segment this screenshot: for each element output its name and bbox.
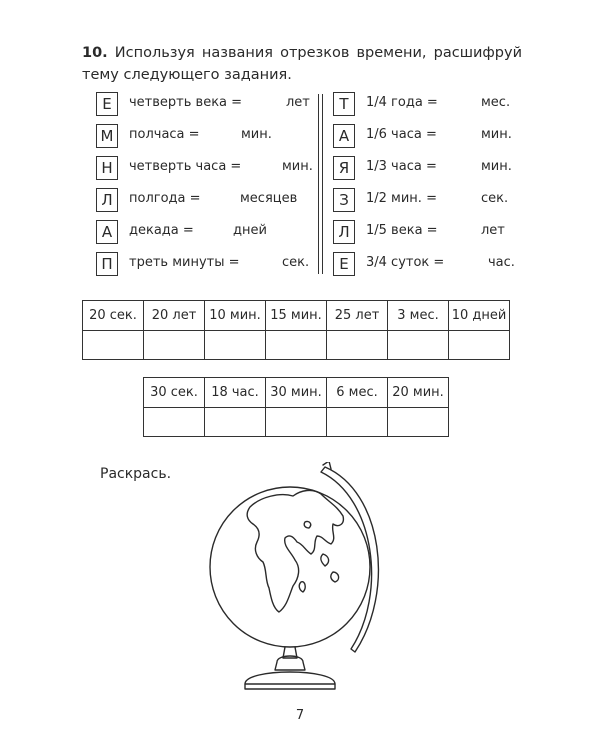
answer-cell[interactable]	[205, 331, 266, 360]
table-cell: 3 мес.	[388, 301, 449, 331]
letter-box: П	[96, 252, 118, 276]
time-expression: полчаса =	[129, 127, 200, 142]
letter-box: Т	[333, 92, 355, 116]
page-number: 7	[295, 708, 305, 723]
column-divider	[322, 94, 323, 274]
table-cell: 20 сек.	[83, 301, 144, 331]
time-expression: четверть часа =	[129, 159, 242, 174]
time-expression: декада =	[129, 223, 194, 238]
answer-cell[interactable]	[266, 408, 327, 437]
time-unit: мин.	[481, 159, 512, 174]
answer-row	[83, 331, 510, 360]
time-unit: дней	[233, 223, 267, 238]
table-cell: 30 сек.	[144, 378, 205, 408]
task-text	[82, 42, 522, 86]
task-line-1-text: Используя названия отрезков времени, расшифруй	[114, 45, 522, 61]
time-expression: 1/4 года =	[366, 95, 438, 110]
time-expression: 1/5 века =	[366, 223, 438, 238]
answer-cell[interactable]	[449, 331, 510, 360]
table-cell: 25 лет	[327, 301, 388, 331]
table-cell: 30 мин.	[266, 378, 327, 408]
time-unit: сек.	[481, 191, 509, 206]
answer-row	[144, 408, 449, 437]
letter-box: Н	[96, 156, 118, 180]
time-expression: 3/4 суток =	[366, 255, 445, 270]
letter-box: З	[333, 188, 355, 212]
globe-illustration	[205, 462, 395, 697]
time-expression: 1/6 часа =	[366, 127, 437, 142]
time-unit: лет	[286, 95, 310, 110]
task-line-1	[82, 42, 522, 64]
answer-table-2	[143, 377, 449, 437]
table-header-row	[144, 378, 449, 408]
time-expression: 1/3 часа =	[366, 159, 437, 174]
answer-cell[interactable]	[327, 408, 388, 437]
answer-cell[interactable]	[388, 331, 449, 360]
letter-box: Е	[333, 252, 355, 276]
table-cell: 18 час.	[205, 378, 266, 408]
letter-box: Л	[333, 220, 355, 244]
time-unit: мин.	[481, 127, 512, 142]
letter-box: М	[96, 124, 118, 148]
time-expression: треть минуты =	[129, 255, 240, 270]
answer-cell[interactable]	[327, 331, 388, 360]
time-unit: лет	[481, 223, 505, 238]
letter-box: А	[333, 124, 355, 148]
color-instruction: Раскрась.	[100, 466, 172, 482]
table-cell: 20 мин.	[388, 378, 449, 408]
answer-cell[interactable]	[83, 331, 144, 360]
letter-box: Л	[96, 188, 118, 212]
letter-box: А	[96, 220, 118, 244]
time-unit: мин.	[241, 127, 272, 142]
time-unit: мин.	[282, 159, 313, 174]
time-expression: полгода =	[129, 191, 201, 206]
column-divider	[318, 94, 319, 274]
answer-cell[interactable]	[144, 408, 205, 437]
table-cell: 10 мин.	[205, 301, 266, 331]
letter-box: Я	[333, 156, 355, 180]
table-cell: 15 мин.	[266, 301, 327, 331]
time-unit: мес.	[481, 95, 511, 110]
answer-cell[interactable]	[388, 408, 449, 437]
letter-box: Е	[96, 92, 118, 116]
table-cell: 10 дней	[449, 301, 510, 331]
answer-cell[interactable]	[144, 331, 205, 360]
time-expression: 1/2 мин. =	[366, 191, 437, 206]
answer-cell[interactable]	[205, 408, 266, 437]
table-cell: 20 лет	[144, 301, 205, 331]
answer-cell[interactable]	[266, 331, 327, 360]
time-unit: сек.	[282, 255, 310, 270]
time-unit: час.	[488, 255, 515, 270]
time-unit: месяцев	[240, 191, 298, 206]
table-cell: 6 мес.	[327, 378, 388, 408]
task-line-2: тему следующего задания.	[82, 67, 292, 83]
answer-table-1	[82, 300, 510, 360]
table-header-row	[83, 301, 510, 331]
task-number: 10.	[82, 45, 108, 61]
time-expression: четверть века =	[129, 95, 243, 110]
